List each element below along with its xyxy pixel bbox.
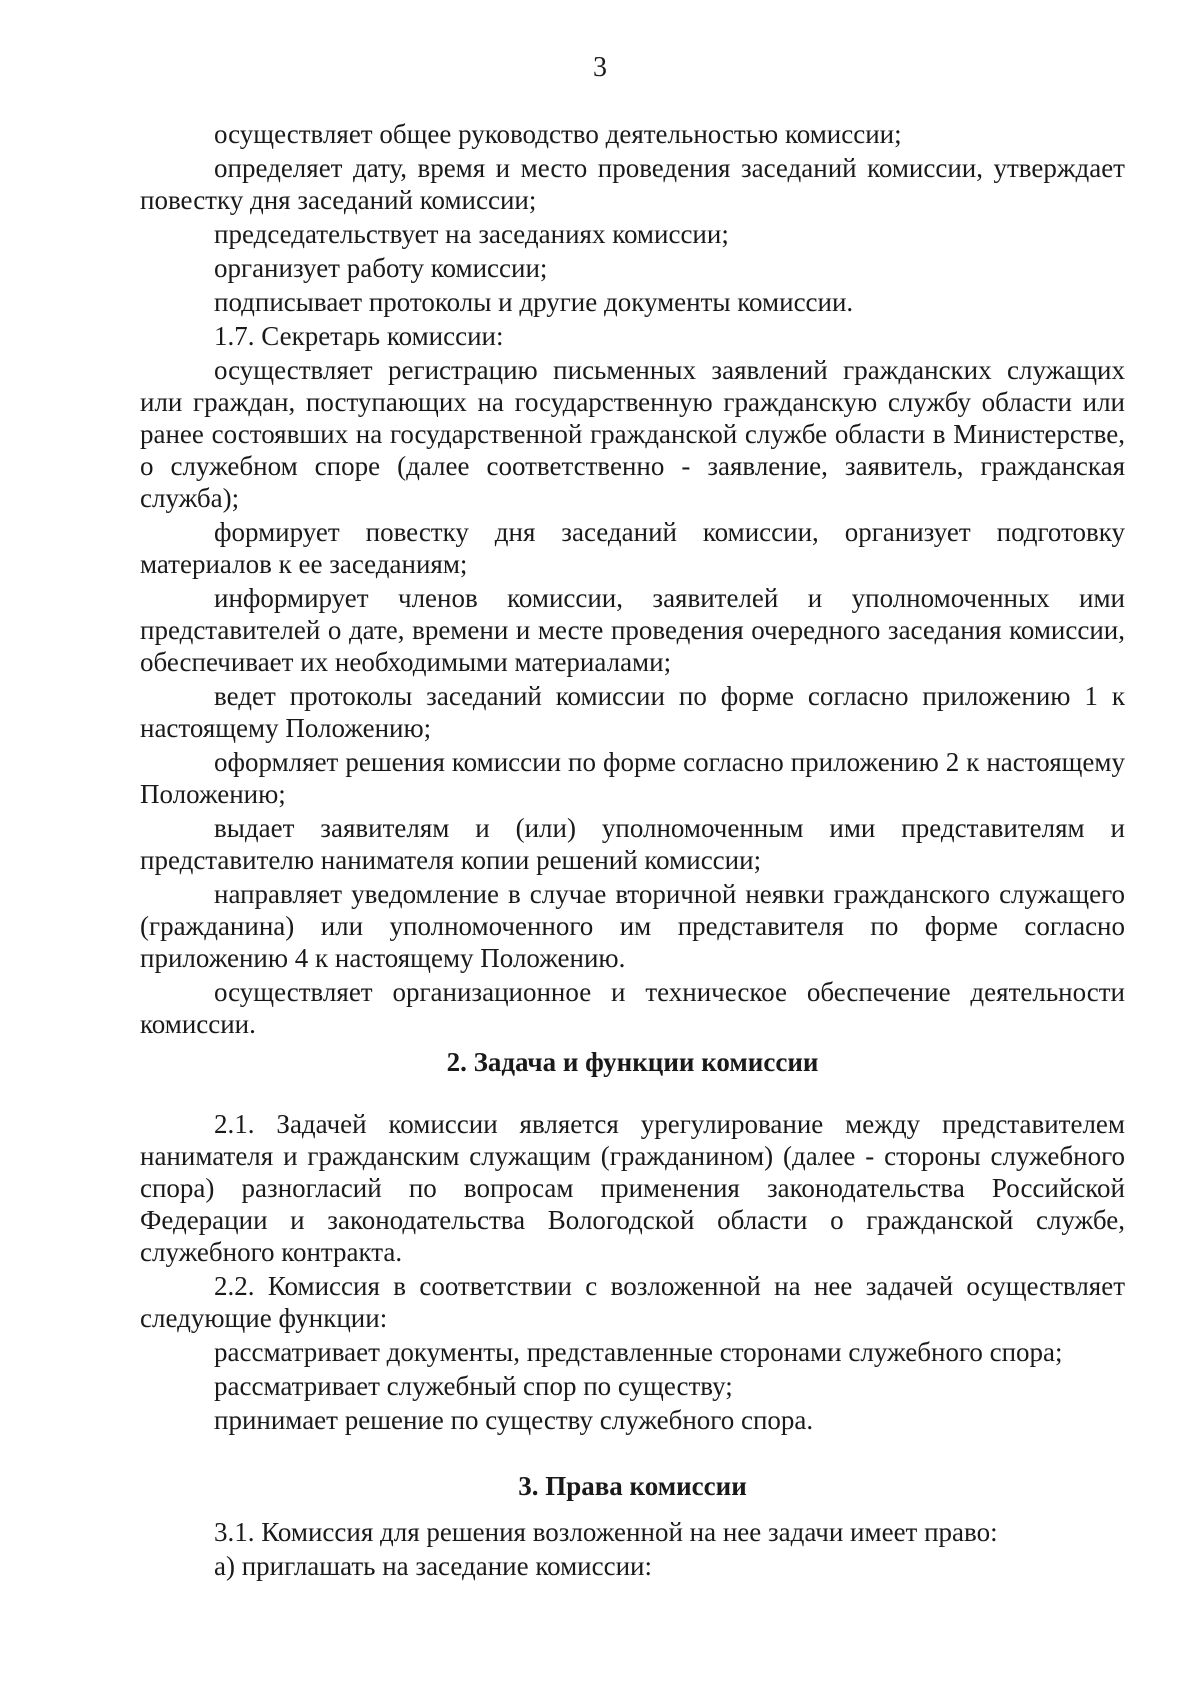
paragraph: рассматривает служебный спор по существу; [214,1371,733,1401]
paragraph: осуществляет регистрацию письменных заявлений гражданских служащих или граждан, поступающих на государственную гражданскую службу области или ранее состоявших на государственной гражданской службе области в Министерстве, о служебном споре (далее соответственно - заявление, заявитель, гражданская служба); [140,355,1125,513]
paragraph: информирует членов комиссии, заявителей и уполномоченных ими представителей о дате, времени и месте проведения очередного заседания комиссии, обеспечивает их необходимыми материалами; [140,583,1125,677]
paragraph: принимает решение по существу служебного спора. [214,1405,814,1435]
paragraph: 2.2. Комиссия в соответствии с возложенной на нее задачей осуществляет следующие функции: [140,1271,1125,1333]
paragraph: оформляет решения комиссии по форме согласно приложению 2 к настоящему Положению; [140,747,1125,809]
paragraph: ведет протоколы заседаний комиссии по форме согласно приложению 1 к настоящему Положению; [140,681,1125,743]
paragraph: определяет дату, время и место проведения заседаний комиссии, утверждает повестку дня заседаний комиссии; [140,153,1125,215]
paragraph: 1.7. Секретарь комиссии: [214,321,504,351]
paragraph: 3.1. Комиссия для решения возложенной на нее задачи имеет право: [214,1517,998,1547]
paragraph: осуществляет общее руководство деятельностью комиссии; [214,119,902,149]
paragraph: а) приглашать на заседание комиссии: [214,1551,652,1581]
document-body [140,118,1125,1584]
paragraph: направляет уведомление в случае вторичной неявки гражданского служащего (гражданина) или уполномоченного им представителя по форме согласно приложению 4 к настоящему Положению. [140,879,1125,973]
paragraph: рассматривает документы, представленные сторонами служебного спора; [214,1337,1063,1367]
paragraph: организует работу комиссии; [214,253,548,283]
section-heading: 3. Права комиссии [518,1471,747,1501]
paragraph: осуществляет организационное и техническое обеспечение деятельности комиссии. [140,977,1125,1039]
paragraph: подписывает протоколы и другие документы комиссии. [214,287,854,317]
paragraph: председательствует на заседаниях комиссии; [214,219,729,249]
paragraph: 2.1. Задачей комиссии является урегулирование между представителем нанимателя и гражданским служащим (гражданином) (далее - стороны служебного спора) разногласий по вопросам применения законодательства Российской Федерации и законодательства Вологодской области о гражданской службе, служебного контракта. [140,1109,1125,1267]
page-number: 3 [593,52,607,83]
paragraph: формирует повестку дня заседаний комиссии, организует подготовку материалов к ее заседаниям; [140,517,1125,579]
paragraph: выдает заявителям и (или) уполномоченным ими представителям и представителю нанимателя копии решений комиссии; [140,813,1125,875]
section-heading: 2. Задача и функции комиссии [446,1047,819,1077]
